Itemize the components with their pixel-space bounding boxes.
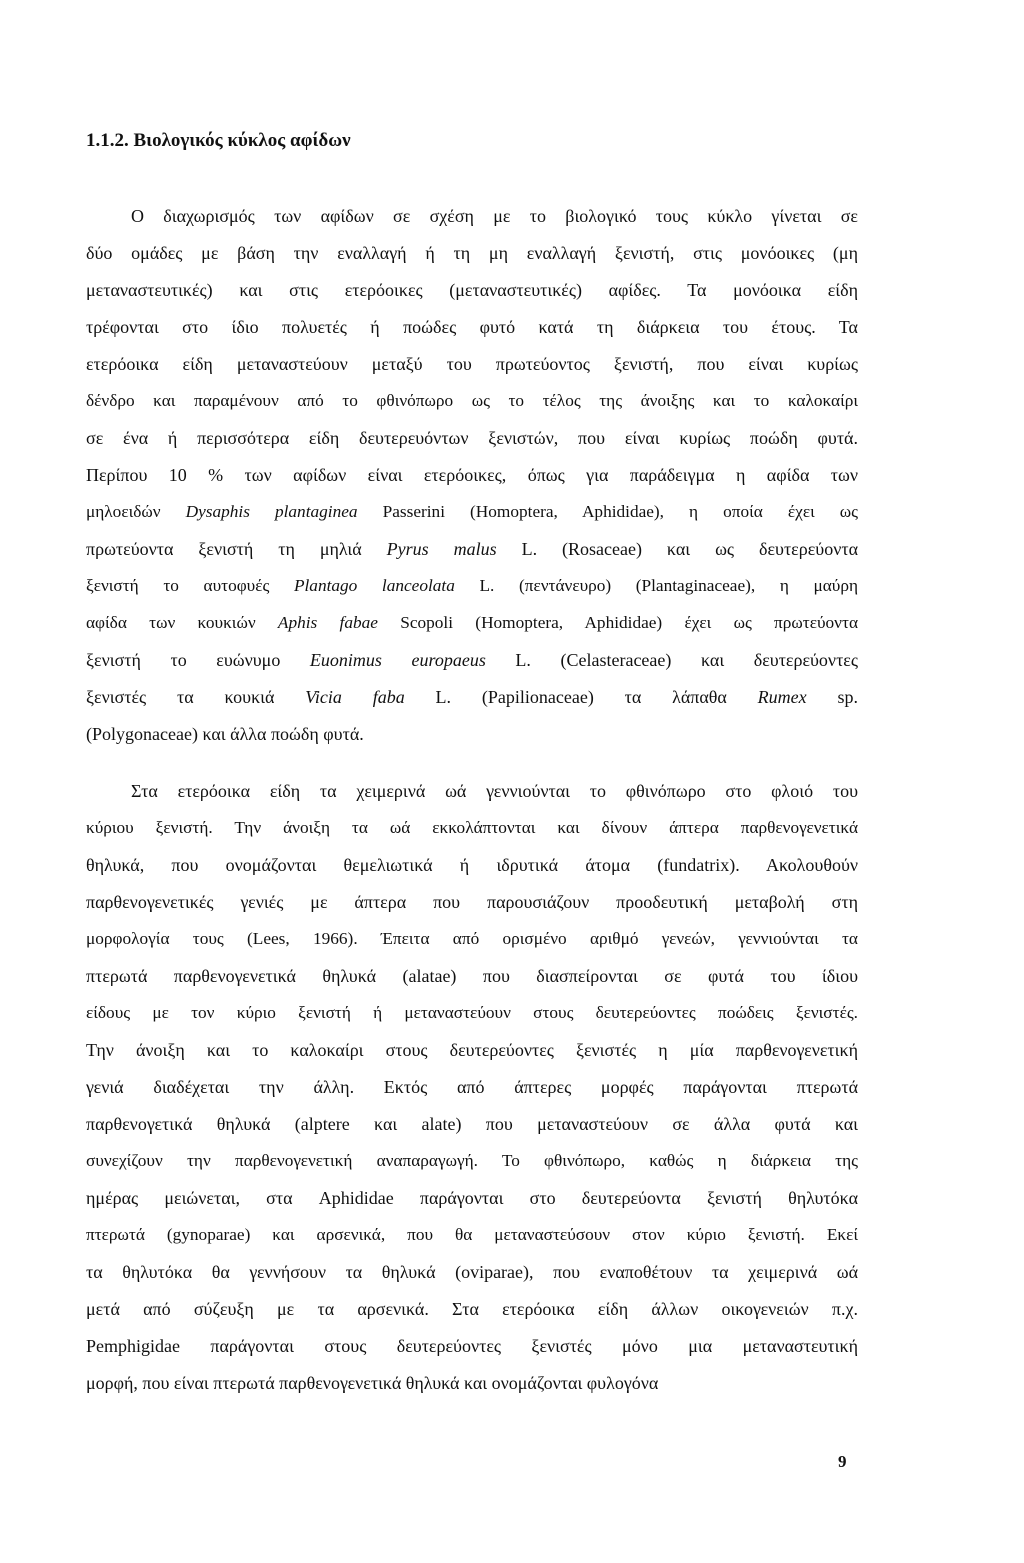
species-name: Plantago lanceolata [293,576,455,595]
text-line: Στα ετερόοικα είδη τα χειμερινά ωά γεννιούνται το φθινόπωρο στο φλοιό του [131,781,858,801]
text-line: Pemphigidae παράγονται στους δευτερεύοντες ξενιστές μόνο μια μεταναστευτική [86,1336,858,1356]
page-number: 9 [838,1452,847,1471]
text-line: μηλοειδών Dysaphis plantaginea Passerini (Homoptera, Aphididae), η οποία έχει ως [86,502,858,521]
text-line: αφίδα των κουκιών Aphis fabae Scopoli (Homoptera, Aphididae) έχει ως πρωτεύοντα [86,613,858,632]
text-line: πρωτεύοντα ξενιστή τη μηλιά Pyrus malus L. (Rosaceae) και ως δευτερεύοντα [86,539,858,559]
text-line: ξενιστή το ευώνυμο Euonimus europaeus L. (Celasteraceae) και δευτερεύοντες [86,650,858,670]
text-line: ημέρας μειώνεται, στα Aphididae παράγονται στο δευτερεύοντα ξενιστή θηλυτόκα [86,1188,858,1208]
text-line: Την άνοιξη και το καλοκαίρι στους δευτερεύοντες ξενιστές η μία παρθενογενετική [86,1040,858,1060]
species-name: Dysaphis plantaginea [185,502,358,521]
species-name: Vicia faba [305,687,405,707]
text-line: είδους με τον κύριο ξενιστή ή μεταναστεύουν στους δευτερεύοντες ποώδεις ξενιστές. [86,1003,858,1022]
species-name: Euonimus europaeus [309,650,486,670]
text-line: γενιά διαδέχεται την άλλη. Εκτός από άπτερες μορφές παράγονται πτερωτά [86,1077,858,1097]
species-name: Rumex [757,687,807,707]
text-line: πτερωτά παρθενογενετικά θηλυκά (alatae) που διασπείρονται σε φυτά του ίδιου [86,966,858,986]
text-line: μορφή, που είναι πτερωτά παρθενογενετικά θηλυκά και ονομάζονται φυλογόνα [86,1373,659,1393]
text-line: μεταναστευτικές) και στις ετερόοικες (μεταναστευτικές) αφίδες. Τα μονόοικα είδη [86,280,858,300]
species-name: Aphis fabae [277,613,378,632]
text-line: ξενιστή το αυτοφυές Plantago lanceolata L. (πεντάνευρο) (Plantaginaceae), η μαύρη [86,576,858,595]
text-line: (Polygonaceae) και άλλα ποώδη φυτά. [86,724,364,744]
text-line: πτερωτά (gynoparae) και αρσενικά, που θα μεταναστεύσουν στον κύριο ξενιστή. Εκεί [86,1225,858,1244]
text-line: Περίπου 10 % των αφίδων είναι ετερόοικες, όπως για παράδειγμα η αφίδα των [86,465,858,485]
text-line: Ο διαχωρισμός των αφίδων σε σχέση με το βιολογικό τους κύκλο γίνεται σε [131,206,858,226]
text-line: μετά από σύζευξη με τα αρσενικά. Στα ετερόοικα είδη άλλων οικογενειών π.χ. [86,1299,858,1319]
text-line: σε ένα ή περισσότερα είδη δευτερευόντων ξενιστών, που είναι κυρίως ποώδη φυτά. [86,428,858,448]
text-line: δένδρο και παραμένουν από το φθινόπωρο ως το τέλος της άνοιξης και το καλοκαίρι [86,391,858,410]
text-line: κύριου ξενιστή. Την άνοιξη τα ωά εκκολάπτονται και δίνουν άπτερα παρθενογενετικά [86,818,858,837]
text-line: ξενιστές τα κουκιά Vicia faba L. (Papilionaceae) τα λάπαθα Rumex sp. [86,687,858,707]
text-line: συνεχίζουν την παρθενογενετική αναπαραγωγή. Το φθινόπωρο, καθώς η διάρκεια της [86,1151,858,1170]
text-line: ετερόοικα είδη μεταναστεύουν μεταξύ του πρωτεύοντος ξενιστή, που είναι κυρίως [86,354,858,374]
text-line: τρέφονται στο ίδιο πολυετές ή ποώδες φυτό κατά τη διάρκεια του έτους. Τα [86,317,858,337]
section-heading: 1.1.2. Βιολογικός κύκλος αφίδων [86,130,351,151]
text-line: παρθενογετικά θηλυκά (alptere και alate) που μεταναστεύουν σε άλλα φυτά και [86,1114,858,1134]
text-line: τα θηλυτόκα θα γεννήσουν τα θηλυκά (oviparae), που εναποθέτουν τα χειμερινά ωά [86,1262,858,1282]
text-line: μορφολογία τους (Lees, 1966). Έπειτα από ορισμένο αριθμό γενεών, γεννιούνται τα [86,929,858,948]
text-line: δύο ομάδες με βάση την εναλλαγή ή τη μη εναλλαγή ξενιστή, στις μονόοικες (μη [86,243,858,263]
text-line: παρθενογενετικές γενιές με άπτερα που παρουσιάζουν προοδευτική μεταβολή στη [86,892,858,912]
species-name: Pyrus malus [386,539,497,559]
text-line: θηλυκά, που ονομάζονται θεμελιωτικά ή ιδρυτικά άτομα (fundatrix). Ακολουθούν [86,855,858,875]
